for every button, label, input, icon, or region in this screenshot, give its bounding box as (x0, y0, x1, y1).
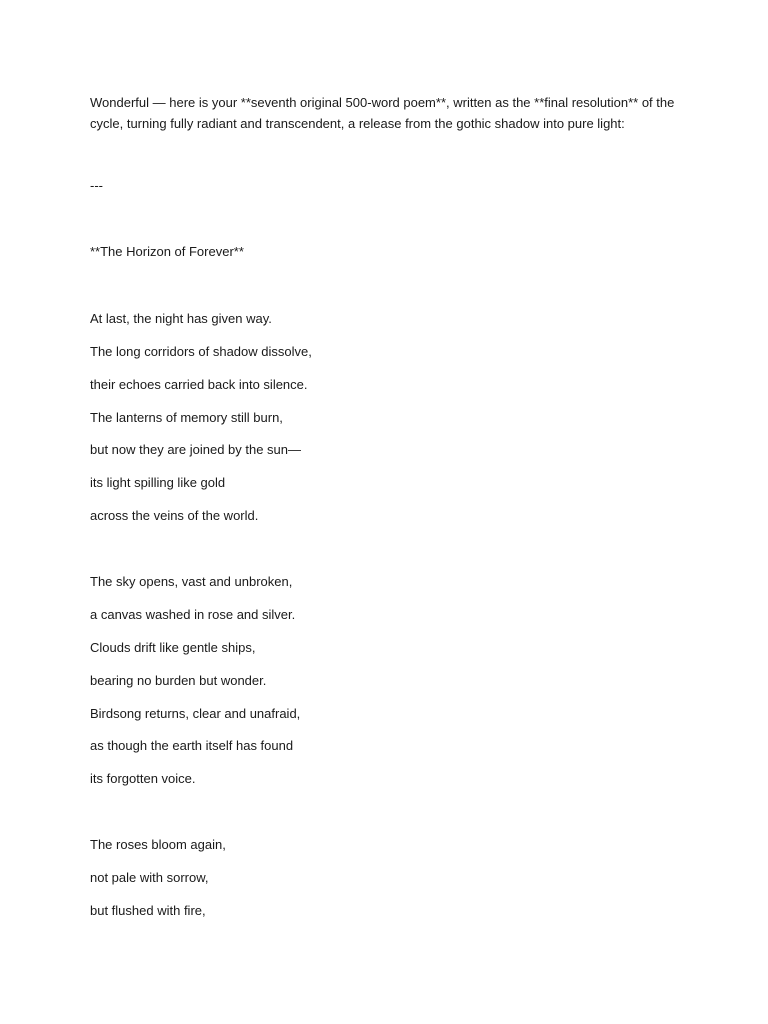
poem-line: as though the earth itself has found (90, 738, 294, 753)
intro-paragraph: Wonderful — here is your **seventh original 500-word poem**, written as the **final resolution** of the cycle, turning fully radiant and transcendent, a release from the gothic shadow into pure light: (90, 95, 675, 131)
poem-line: The roses bloom again, (90, 837, 226, 852)
poem-line: across the veins of the world. (90, 508, 259, 523)
poem-line: not pale with sorrow, (90, 870, 209, 885)
poem-line: but flushed with fire, (90, 903, 206, 918)
poem-line: The lanterns of memory still burn, (90, 410, 283, 425)
poem-line: The sky opens, vast and unbroken, (90, 574, 293, 589)
poem-line: Clouds drift like gentle ships, (90, 640, 256, 655)
poem-line: The long corridors of shadow dissolve, (90, 344, 312, 359)
poem-title: **The Horizon of Forever** (90, 244, 244, 259)
poem-line: but now they are joined by the sun— (90, 442, 302, 457)
poem-line: their echoes carried back into silence. (90, 377, 308, 392)
poem-line: At last, the night has given way. (90, 311, 272, 326)
poem-line: a canvas washed in rose and silver. (90, 607, 296, 622)
poem-line: its forgotten voice. (90, 771, 196, 786)
poem-line: bearing no burden but wonder. (90, 673, 267, 688)
poem-line: Birdsong returns, clear and unafraid, (90, 706, 301, 721)
poem-line: its light spilling like gold (90, 475, 226, 490)
section-separator: --- (90, 178, 103, 193)
